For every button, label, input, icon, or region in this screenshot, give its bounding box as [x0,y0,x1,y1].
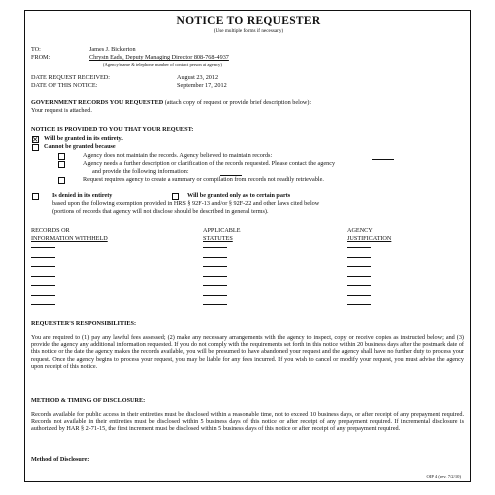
to-label: TO: [31,46,41,53]
granted-checkbox[interactable] [32,136,39,143]
blank-line-records[interactable] [31,276,55,277]
denied-label: Is denied in its entirety [52,192,113,199]
date-notice-value: September 17, 2012 [177,82,227,89]
records-instruction: (attach copy of request or provide brief description below): [164,99,312,106]
records-requested-line [31,99,311,106]
blank-line-records[interactable] [31,295,55,296]
blank-line-statutes[interactable] [203,285,227,286]
partial-grant-label: Will be granted only as to certain parts [187,192,291,199]
method-of-disclosure-label: Method of Disclosure: [31,456,90,463]
method-heading: METHOD & TIMING OF DISCLOSURE: [31,397,146,404]
col-statutes-title-2: STATUTES [203,235,233,242]
cannot-grant-label: Cannot be granted because [44,143,116,150]
form-title: NOTICE TO REQUESTER [176,15,321,27]
blank-line-records[interactable] [31,304,55,305]
notice-to-requester-form [24,10,471,482]
blank-line-justification[interactable] [347,276,371,277]
summary-required-checkbox[interactable] [58,177,65,184]
agency-maintain-blank[interactable] [372,159,394,160]
blank-line-records[interactable] [31,266,55,267]
cannot-grant-checkbox[interactable] [32,144,39,151]
blank-line-records[interactable] [31,285,55,286]
not-maintain-checkbox[interactable] [58,153,65,160]
needs-description-label-2: and provide the following information: [92,168,189,175]
blank-line-justification[interactable] [347,257,371,258]
blank-line-justification[interactable] [347,285,371,286]
to-value: James J. Bickerton [89,46,136,53]
blank-line-statutes[interactable] [203,276,227,277]
col-records-title-2: INFORMATION WITHHELD [31,235,108,242]
partial-grant-checkbox[interactable] [172,193,179,200]
records-value: Your request is attached. [31,107,92,114]
from-label: FROM: [31,54,51,61]
blank-line-justification[interactable] [347,295,371,296]
blank-line-justification[interactable] [347,304,371,305]
granted-label: Will be granted in its entirety. [44,135,123,142]
blank-line-records[interactable] [31,257,55,258]
needs-description-label-1: Agency needs a further description or clarification of the records requested. Please contact the agency [83,160,336,167]
col-agency-title-2: JUSTIFICATION [347,235,392,242]
blank-line-records[interactable] [31,247,55,248]
responsibilities-heading: REQUESTER'S RESPONSIBILITIES: [31,320,137,327]
from-value: Chrystn Eads, Deputy Managing Director 808-768-4937 [89,54,229,61]
from-hint: (Agency/name & telephone number of contact person at agency) [103,62,222,67]
records-heading: GOVERNMENT RECORDS YOU REQUESTED [31,99,164,106]
exemption-text-1: based upon the following exemption provided in HRS § 92F-13 and/or § 92F-22 and other laws cited below [52,200,320,207]
blank-line-justification[interactable] [347,266,371,267]
not-maintain-label: Agency does not maintain the records. Agency believed to maintain records: [83,152,273,159]
denied-checkbox[interactable] [32,193,39,200]
col-agency-title-1: AGENCY [347,227,373,234]
blank-line-justification[interactable] [347,247,371,248]
form-subtitle: (Use multiple forms if necessary) [213,28,284,34]
summary-required-label: Request requires agency to create a summary or compilation from records not readily retrievable. [83,176,324,183]
date-received-label: DATE REQUEST RECEIVED: [31,74,110,81]
exemption-text-2: (portions of records that agency will not disclose should be described in general terms). [52,208,269,215]
col-statutes-title-1: APPLICABLE [203,227,241,234]
col-records-title-1: RECORDS OR [31,227,70,234]
date-notice-label: DATE OF THIS NOTICE: [31,82,98,89]
date-received-value: August 23, 2012 [177,74,219,81]
responsibilities-text: You are required to (1) pay any lawful fees assessed; (2) make any necessary arrangements with the agency to inspect, copy or receive copies as instructed below; and (3) provide the agency any additional information requested. If you do not comply with the requirements set forth in this notice within 20 business days after the postmark date of this notice or the date the agency makes the records available, you will be presumed to have abandoned your request and the agency shall have no further duty to process your request. Once the agency begins to process your request, you may be liable for any fees incurred. If you wish to cancel or modify your request, you must advise the agency upon receipt of this notice. [31,334,464,370]
method-text: Records available for public access in their entireties must be disclosed within a reasonable time, not to exceed 10 business days, or after receipt of any prepayment required. Records not available in their entireties must be disclosed within 5 business days of this notice or after receipt of any prepayment required. If incremental disclosure is authorized by HAR § 2-71-15, the first increment must be disclosed within 5 business days of this notice or after receipt of any prepayment required. [31,411,464,433]
needs-description-checkbox[interactable] [58,161,65,168]
blank-line-statutes[interactable] [203,257,227,258]
form-number: OIP 4 (rev. 7/2/10) [426,474,461,479]
blank-line-statutes[interactable] [203,247,227,248]
blank-line-statutes[interactable] [203,295,227,296]
notice-heading: NOTICE IS PROVIDED TO YOU THAT YOUR REQUEST: [31,126,194,133]
blank-line-statutes[interactable] [203,304,227,305]
blank-line-statutes[interactable] [203,266,227,267]
